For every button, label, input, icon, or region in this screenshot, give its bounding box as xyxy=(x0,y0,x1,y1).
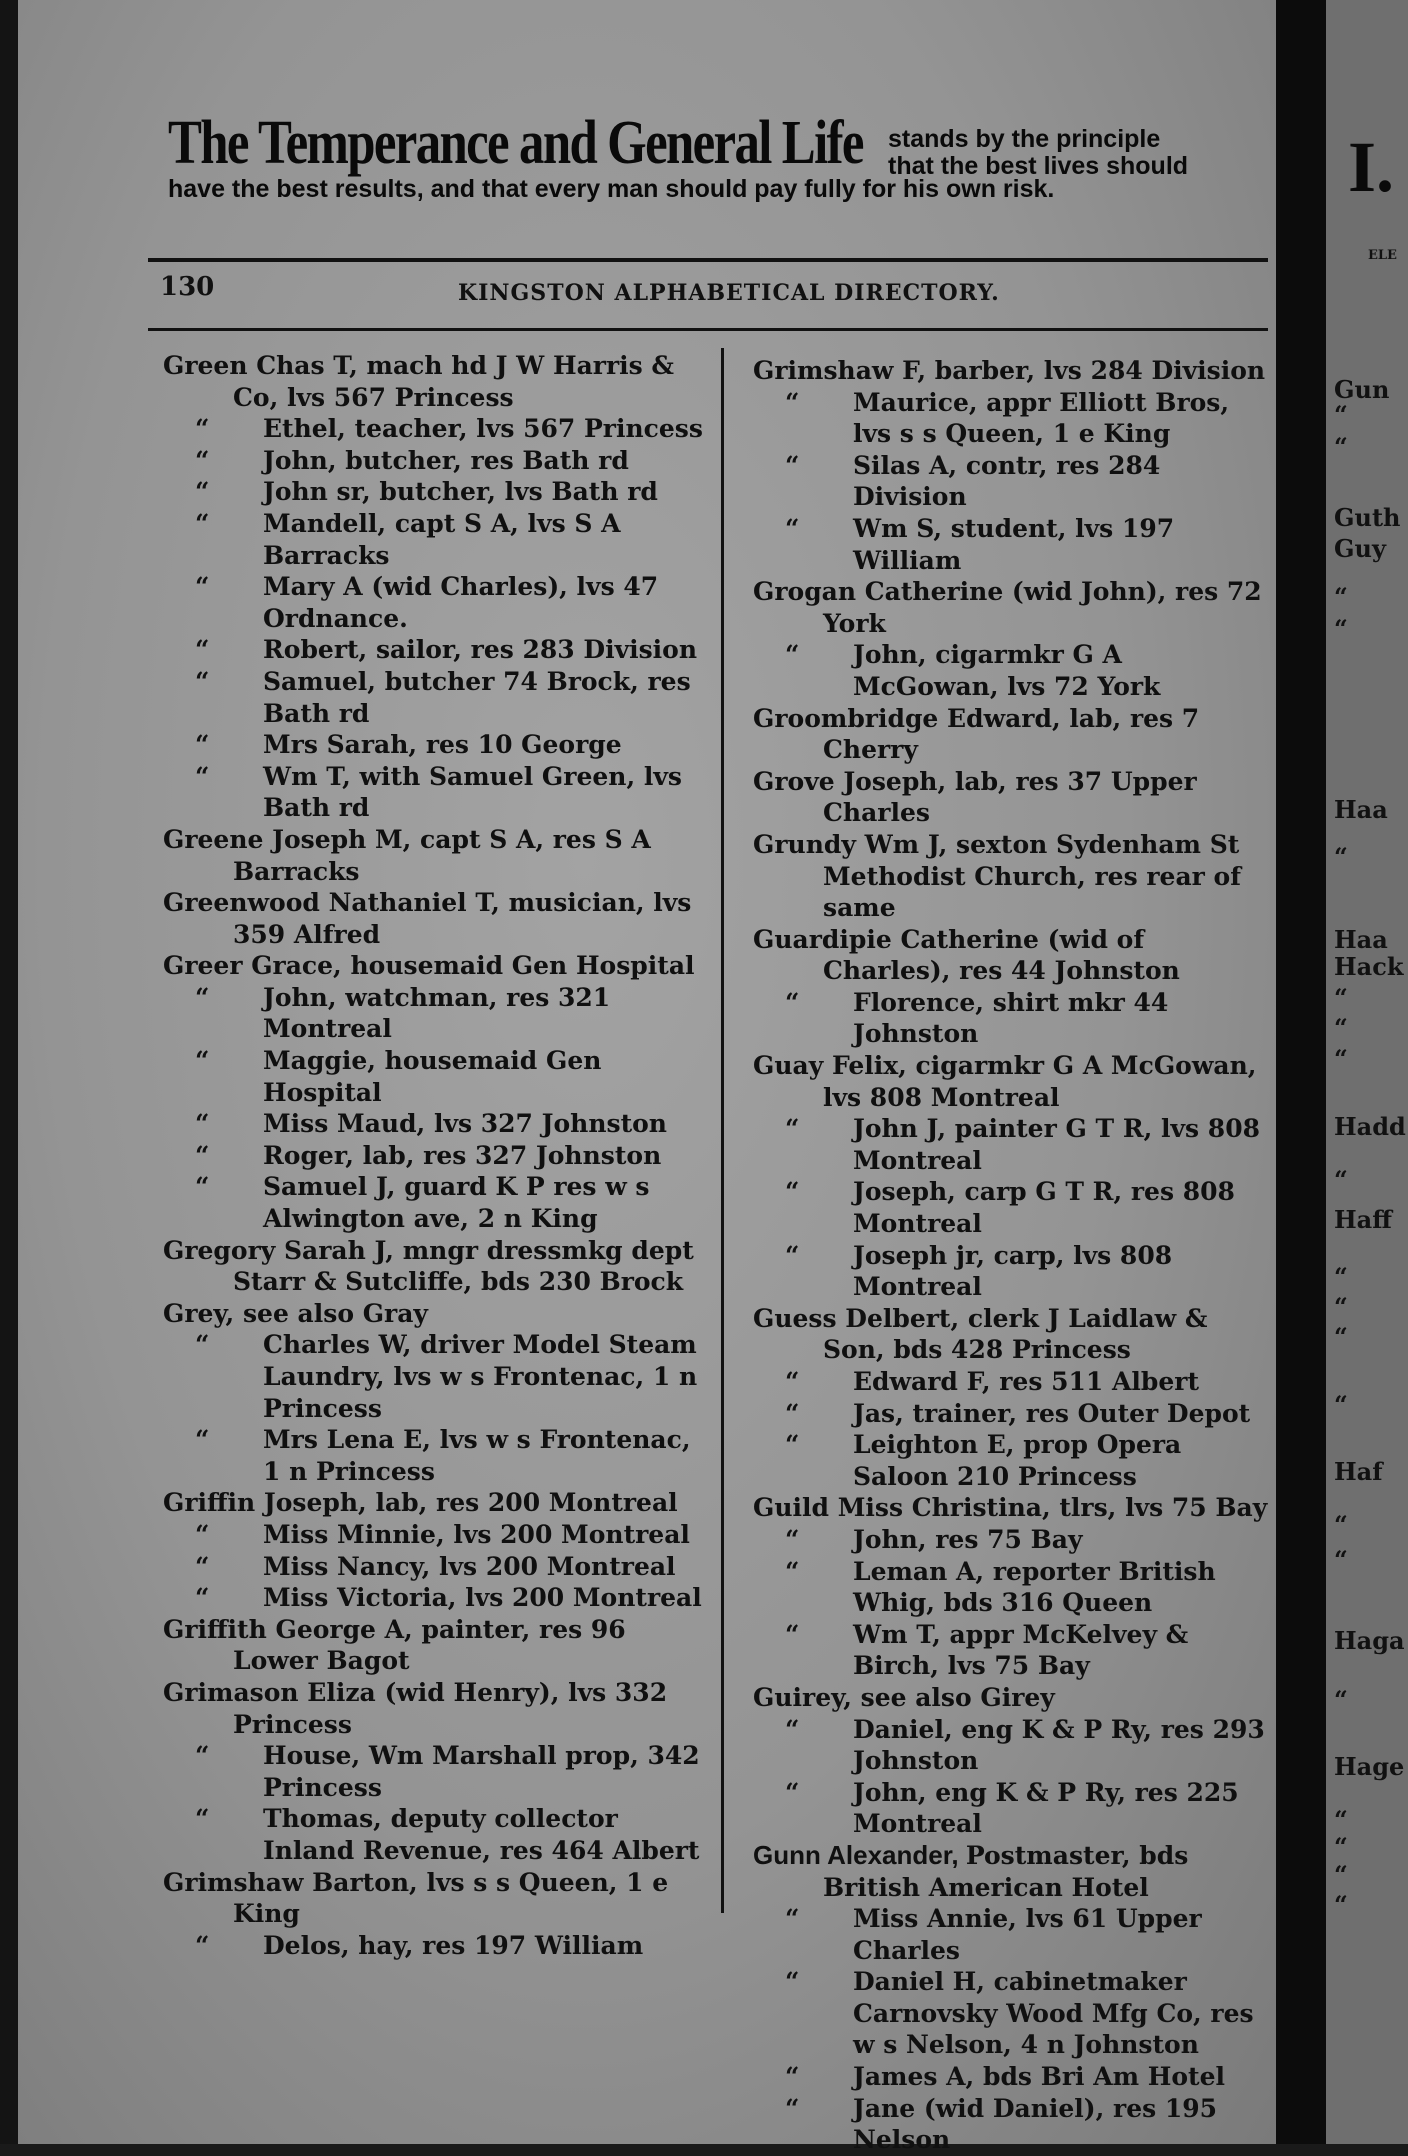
ditto-mark: “ xyxy=(195,1804,210,1834)
adjacent-page-fragment: “ xyxy=(1334,1322,1348,1351)
directory-entry xyxy=(753,576,1268,639)
column-divider xyxy=(721,348,724,1913)
directory-entry xyxy=(163,1108,703,1140)
entry-text: Silas A, contr, res 284 Division xyxy=(853,450,1161,512)
entry-text: Grimshaw Barton, lvs s s Queen, 1 e King xyxy=(163,1867,669,1929)
directory-entry xyxy=(753,1492,1268,1524)
ditto-mark: “ xyxy=(785,387,800,417)
adjacent-page-fragment: “ xyxy=(1334,1832,1348,1861)
entry-text: Miss Minnie, lvs 200 Montreal xyxy=(263,1519,690,1549)
directory-entry xyxy=(163,350,703,413)
adjacent-page-fragment: “ xyxy=(1334,842,1348,871)
directory-entry xyxy=(163,887,703,950)
adjacent-page-fragment: “ xyxy=(1334,1860,1348,1889)
directory-entry xyxy=(163,634,703,666)
directory-entry xyxy=(163,445,703,477)
entry-text: John sr, butcher, lvs Bath rd xyxy=(263,477,658,507)
ad-side-line-2: that the best lives should xyxy=(888,152,1189,180)
directory-entry xyxy=(163,1298,703,1330)
ditto-mark: “ xyxy=(195,477,210,507)
running-title: KINGSTON ALPHABETICAL DIRECTORY. xyxy=(458,280,1000,306)
entry-text: Jane (wid Daniel), res 195 Nelson xyxy=(853,2093,1218,2155)
ditto-mark: “ xyxy=(785,2093,800,2123)
entry-text: Greer Grace, housemaid Gen Hospital xyxy=(163,951,695,981)
directory-entry xyxy=(163,1140,703,1172)
ditto-mark: “ xyxy=(195,1551,210,1581)
directory-entry xyxy=(163,571,703,634)
ditto-mark: “ xyxy=(195,635,210,665)
adjacent-page-fragment: Haa xyxy=(1334,795,1388,824)
ditto-mark: “ xyxy=(195,1583,210,1613)
entry-text: Ethel, teacher, lvs 567 Princess xyxy=(263,414,703,444)
adjacent-page-fragment: Guth xyxy=(1334,503,1401,532)
entry-text: Charles W, driver Model Steam Laundry, lvs w s Frontenac, 1 n Princess xyxy=(263,1330,698,1423)
adjacent-page-fragment: Hadd xyxy=(1334,1112,1406,1141)
directory-entry xyxy=(163,476,703,508)
directory-entry xyxy=(163,761,703,824)
entry-text: Groombridge Edward, lab, res 7 Cherry xyxy=(753,703,1200,765)
directory-entry xyxy=(163,508,703,571)
directory-entry xyxy=(163,729,703,761)
directory-entry xyxy=(753,1303,1268,1366)
directory-entry xyxy=(753,2061,1268,2093)
ditto-mark: “ xyxy=(785,1524,800,1554)
adjacent-page-fragment: “ xyxy=(1334,1510,1348,1539)
entry-text: Postmaster, bds British American Hotel xyxy=(823,1840,1189,1902)
adjacent-page-fragment: Haga xyxy=(1334,1626,1405,1655)
directory-entry xyxy=(163,1867,703,1930)
entry-text: Grimason Eliza (wid Henry), lvs 332 Princess xyxy=(163,1677,668,1739)
adjacent-page-fragment: “ xyxy=(1334,1545,1348,1574)
ditto-mark: “ xyxy=(785,1240,800,1270)
entry-text: Griffin Joseph, lab, res 200 Montreal xyxy=(163,1488,678,1518)
adjacent-page-fragment: “ xyxy=(1334,983,1348,1012)
entry-text: Gregory Sarah J, mngr dressmkg dept Starr & Sutcliffe, bds 230 Brock xyxy=(163,1235,694,1297)
directory-entry xyxy=(753,1619,1268,1682)
ditto-mark: “ xyxy=(785,1177,800,1207)
adjacent-ad-fragment: ELE xyxy=(1368,248,1397,263)
directory-entry xyxy=(753,450,1268,513)
right-column xyxy=(753,355,1268,2156)
ditto-mark: “ xyxy=(785,1398,800,1428)
directory-entry xyxy=(753,1714,1268,1777)
ditto-mark: “ xyxy=(195,445,210,475)
directory-entry xyxy=(753,1524,1268,1556)
entry-text: Maggie, housemaid Gen Hospital xyxy=(263,1046,602,1107)
entry-text: Miss Victoria, lvs 200 Montreal xyxy=(263,1583,702,1613)
entry-text: Mary A (wid Charles), lvs 47 Ordnance. xyxy=(263,572,659,633)
directory-entry xyxy=(753,1777,1268,1840)
directory-entry xyxy=(163,1171,703,1234)
ditto-mark: “ xyxy=(195,508,210,538)
adjacent-page-fragment: Haff xyxy=(1334,1205,1392,1234)
directory-entry xyxy=(753,1556,1268,1619)
entry-text: Daniel H, cabinetmaker Carnovsky Wood Mfg Co, res w s Nelson, 4 n Johnston xyxy=(853,1967,1254,2060)
entry-text: Joseph, carp G T R, res 808 Montreal xyxy=(853,1177,1235,1239)
entry-text: Wm T, appr McKelvey & Birch, lvs 75 Bay xyxy=(853,1619,1189,1681)
directory-entry xyxy=(753,1240,1268,1303)
directory-page xyxy=(18,0,1276,2155)
ditto-mark: “ xyxy=(785,1777,800,1807)
entry-text: Joseph jr, carp, lvs 808 Montreal xyxy=(853,1240,1173,1302)
ditto-mark: “ xyxy=(195,1046,210,1076)
ditto-mark: “ xyxy=(195,730,210,760)
ditto-mark: “ xyxy=(785,1367,800,1396)
ditto-mark: “ xyxy=(785,1430,800,1460)
directory-entry xyxy=(163,1803,703,1866)
directory-entry xyxy=(753,1366,1268,1398)
entry-text: Samuel J, guard K P res w s Alwington ave, 2 n King xyxy=(263,1172,650,1234)
ad-side-text xyxy=(888,126,1288,180)
entry-text: Grogan Catherine (wid John), res 72 York xyxy=(753,577,1262,638)
entry-text: Miss Maud, lvs 327 Johnston xyxy=(263,1109,667,1139)
directory-entry xyxy=(163,413,703,445)
entry-text: John, res 75 Bay xyxy=(853,1524,1083,1554)
entry-text: Wm T, with Samuel Green, lvs Bath rd xyxy=(263,761,682,823)
adjacent-ad-letter: I. xyxy=(1348,127,1395,207)
entry-highlight-name: Gunn Alexander, xyxy=(753,1839,966,1870)
entry-text: Grove Joseph, lab, res 37 Upper Charles xyxy=(753,766,1197,828)
entry-text: Robert, sailor, res 283 Division xyxy=(263,635,698,665)
directory-entry xyxy=(753,703,1268,766)
directory-entry xyxy=(163,1677,703,1740)
entry-text: Daniel, eng K & P Ry, res 293 Johnston xyxy=(853,1714,1265,1776)
ditto-mark: “ xyxy=(785,2062,800,2092)
ditto-mark: “ xyxy=(785,640,800,670)
adjacent-page-fragment: “ xyxy=(1334,1685,1348,1714)
entry-text: Guirey, see also Girey xyxy=(753,1682,1055,1712)
adjacent-page-edge xyxy=(1326,0,1408,2144)
ditto-mark: “ xyxy=(195,1425,210,1455)
entry-text: Florence, shirt mkr 44 Johnston xyxy=(853,987,1169,1049)
ditto-mark: “ xyxy=(195,982,210,1012)
directory-entry xyxy=(753,1113,1268,1176)
ditto-mark: “ xyxy=(195,1930,210,1960)
adjacent-page-fragment: “ xyxy=(1334,1165,1348,1194)
directory-entry xyxy=(163,1235,703,1298)
entry-text: Griffith George A, painter, res 96 Lower Bagot xyxy=(163,1614,626,1676)
entry-text: Guay Felix, cigarmkr G A McGowan, lvs 808 Montreal xyxy=(753,1051,1257,1112)
directory-entry xyxy=(753,987,1268,1050)
ditto-mark: “ xyxy=(195,1330,210,1360)
entry-text: Greene Joseph M, capt S A, res S A Barracks xyxy=(163,824,651,886)
directory-entry xyxy=(753,513,1268,576)
adjacent-page-fragment: “ xyxy=(1334,1890,1348,1919)
entry-text: Guardipie Catherine (wid of Charles), res 44 Johnston xyxy=(753,924,1180,986)
entry-text: Greenwood Nathaniel T, musician, lvs 359 Alfred xyxy=(163,888,692,949)
entry-text: John, butcher, res Bath rd xyxy=(263,445,629,475)
book-gutter xyxy=(1276,0,1326,2144)
entry-text: John, eng K & P Ry, res 225 Montreal xyxy=(853,1777,1239,1839)
directory-entry xyxy=(163,666,703,729)
adjacent-page-fragment: “ xyxy=(1334,432,1348,461)
adjacent-page-fragment: Hage xyxy=(1334,1752,1405,1781)
entry-text: John J, painter G T R, lvs 808 Montreal xyxy=(853,1114,1260,1175)
adjacent-page-fragment: “ xyxy=(1334,614,1348,643)
entry-text: Mandell, capt S A, lvs S A Barracks xyxy=(263,508,621,570)
adjacent-page-fragment: “ xyxy=(1334,1292,1348,1321)
header-rule xyxy=(148,328,1268,331)
adjacent-page-fragment: “ xyxy=(1334,582,1348,611)
directory-entry xyxy=(753,639,1268,702)
adjacent-page-fragment: “ xyxy=(1334,1044,1348,1073)
entry-text: Jas, trainer, res Outer Depot xyxy=(853,1398,1251,1428)
entry-text: Miss Annie, lvs 61 Upper Charles xyxy=(853,1904,1202,1965)
entry-text: Guild Miss Christina, tlrs, lvs 75 Bay xyxy=(753,1493,1268,1523)
entry-text: Maurice, appr Elliott Bros, lvs s s Queen, 1 e King xyxy=(853,387,1230,449)
left-column xyxy=(163,350,703,1961)
directory-entry xyxy=(753,1966,1268,2061)
ditto-mark: “ xyxy=(785,1619,800,1649)
ditto-mark: “ xyxy=(785,987,800,1017)
directory-entry xyxy=(163,1329,703,1424)
ditto-mark: “ xyxy=(195,761,210,791)
entry-text: Miss Nancy, lvs 200 Montreal xyxy=(263,1551,676,1581)
ditto-mark: “ xyxy=(785,1556,800,1586)
entry-text: Grey, see also Gray xyxy=(163,1298,428,1328)
ditto-mark: “ xyxy=(195,1172,210,1202)
ditto-mark: “ xyxy=(195,1741,210,1771)
directory-entry xyxy=(753,2093,1268,2156)
entry-text: Leighton E, prop Opera Saloon 210 Princess xyxy=(853,1430,1182,1491)
ditto-mark: “ xyxy=(195,1109,210,1139)
entry-text: Wm S, student, lvs 197 William xyxy=(853,513,1175,575)
adjacent-page-fragment: “ xyxy=(1334,1805,1348,1834)
directory-entry xyxy=(753,1903,1268,1966)
entry-text: Grundy Wm J, sexton Sydenham St Methodist Church, res rear of same xyxy=(753,829,1241,923)
adjacent-page-fragment: “ xyxy=(1334,1013,1348,1042)
directory-entry xyxy=(163,1930,703,1962)
directory-entry xyxy=(163,824,703,887)
directory-entry xyxy=(753,829,1268,924)
ad-title: The Temperance and General Life xyxy=(168,109,863,177)
ad-bottom-line: have the best results, and that every man should pay fully for his own risk. xyxy=(168,175,1055,203)
ditto-mark: “ xyxy=(195,1519,210,1549)
directory-entry xyxy=(753,387,1268,450)
adjacent-page-fragment: Hack xyxy=(1334,952,1404,981)
directory-entry xyxy=(163,982,703,1045)
adjacent-page-fragment: “ xyxy=(1334,1390,1348,1419)
entry-text: John, cigarmkr G A McGowan, lvs 72 York xyxy=(853,640,1161,701)
directory-entry xyxy=(163,1551,703,1583)
entry-text: House, Wm Marshall prop, 342 Princess xyxy=(263,1741,700,1802)
top-rule xyxy=(148,258,1268,262)
entry-text: Green Chas T, mach hd J W Harris & Co, lvs 567 Princess xyxy=(163,351,674,412)
adjacent-page-fragment: “ xyxy=(1334,1262,1348,1291)
ditto-mark: “ xyxy=(195,1140,210,1170)
adjacent-page-fragment: “ xyxy=(1334,400,1348,429)
directory-entry xyxy=(163,1519,703,1551)
directory-entry xyxy=(163,1424,703,1487)
directory-entry xyxy=(753,924,1268,987)
ditto-mark: “ xyxy=(785,1714,800,1744)
directory-entry xyxy=(753,355,1268,387)
directory-entry xyxy=(163,1045,703,1108)
directory-entry xyxy=(753,1840,1268,1903)
adjacent-page-fragment: Gun xyxy=(1334,375,1390,404)
entry-text: Thomas, deputy collector Inland Revenue, res 464 Albert xyxy=(263,1804,700,1865)
directory-entry xyxy=(753,1682,1268,1714)
directory-entry xyxy=(753,1176,1268,1239)
ditto-mark: “ xyxy=(785,1967,800,1997)
entry-text: Samuel, butcher 74 Brock, res Bath rd xyxy=(263,666,691,728)
adjacent-page-fragment: Haa xyxy=(1334,925,1388,954)
entry-text: Delos, hay, res 197 William xyxy=(263,1930,644,1960)
directory-entry xyxy=(753,1429,1268,1492)
page-number: 130 xyxy=(160,272,215,302)
directory-entry xyxy=(753,766,1268,829)
ditto-mark: “ xyxy=(195,414,210,444)
entry-text: Mrs Sarah, res 10 George xyxy=(263,730,622,760)
ditto-mark: “ xyxy=(785,1904,800,1934)
directory-entry xyxy=(163,1487,703,1519)
directory-entry xyxy=(163,1582,703,1614)
entry-text: Grimshaw F, barber, lvs 284 Division xyxy=(753,356,1266,385)
adjacent-page-fragment: Guy xyxy=(1334,534,1386,563)
directory-entry xyxy=(163,1614,703,1677)
ditto-mark: “ xyxy=(195,572,210,602)
directory-entry xyxy=(753,1398,1268,1430)
ditto-mark: “ xyxy=(785,513,800,543)
ditto-mark: “ xyxy=(785,450,800,480)
ditto-mark: “ xyxy=(195,666,210,696)
entry-text: John, watchman, res 321 Montreal xyxy=(263,982,611,1044)
entry-text: James A, bds Bri Am Hotel xyxy=(853,2062,1226,2092)
directory-entry xyxy=(163,950,703,982)
advertisement-banner xyxy=(168,108,1278,204)
directory-entry xyxy=(753,1050,1268,1113)
entry-text: Guess Delbert, clerk J Laidlaw & Son, bds 428 Princess xyxy=(753,1303,1208,1365)
ditto-mark: “ xyxy=(785,1114,800,1144)
entry-text: Roger, lab, res 327 Johnston xyxy=(263,1140,662,1170)
adjacent-page-fragment: Haf xyxy=(1334,1457,1383,1486)
entry-text: Leman A, reporter British Whig, bds 316 Queen xyxy=(853,1556,1216,1618)
entry-text: Mrs Lena E, lvs w s Frontenac, 1 n Princess xyxy=(263,1425,691,1486)
ad-side-line-1: stands by the principle xyxy=(888,125,1161,153)
directory-entry xyxy=(163,1740,703,1803)
entry-text: Edward F, res 511 Albert xyxy=(853,1367,1199,1396)
